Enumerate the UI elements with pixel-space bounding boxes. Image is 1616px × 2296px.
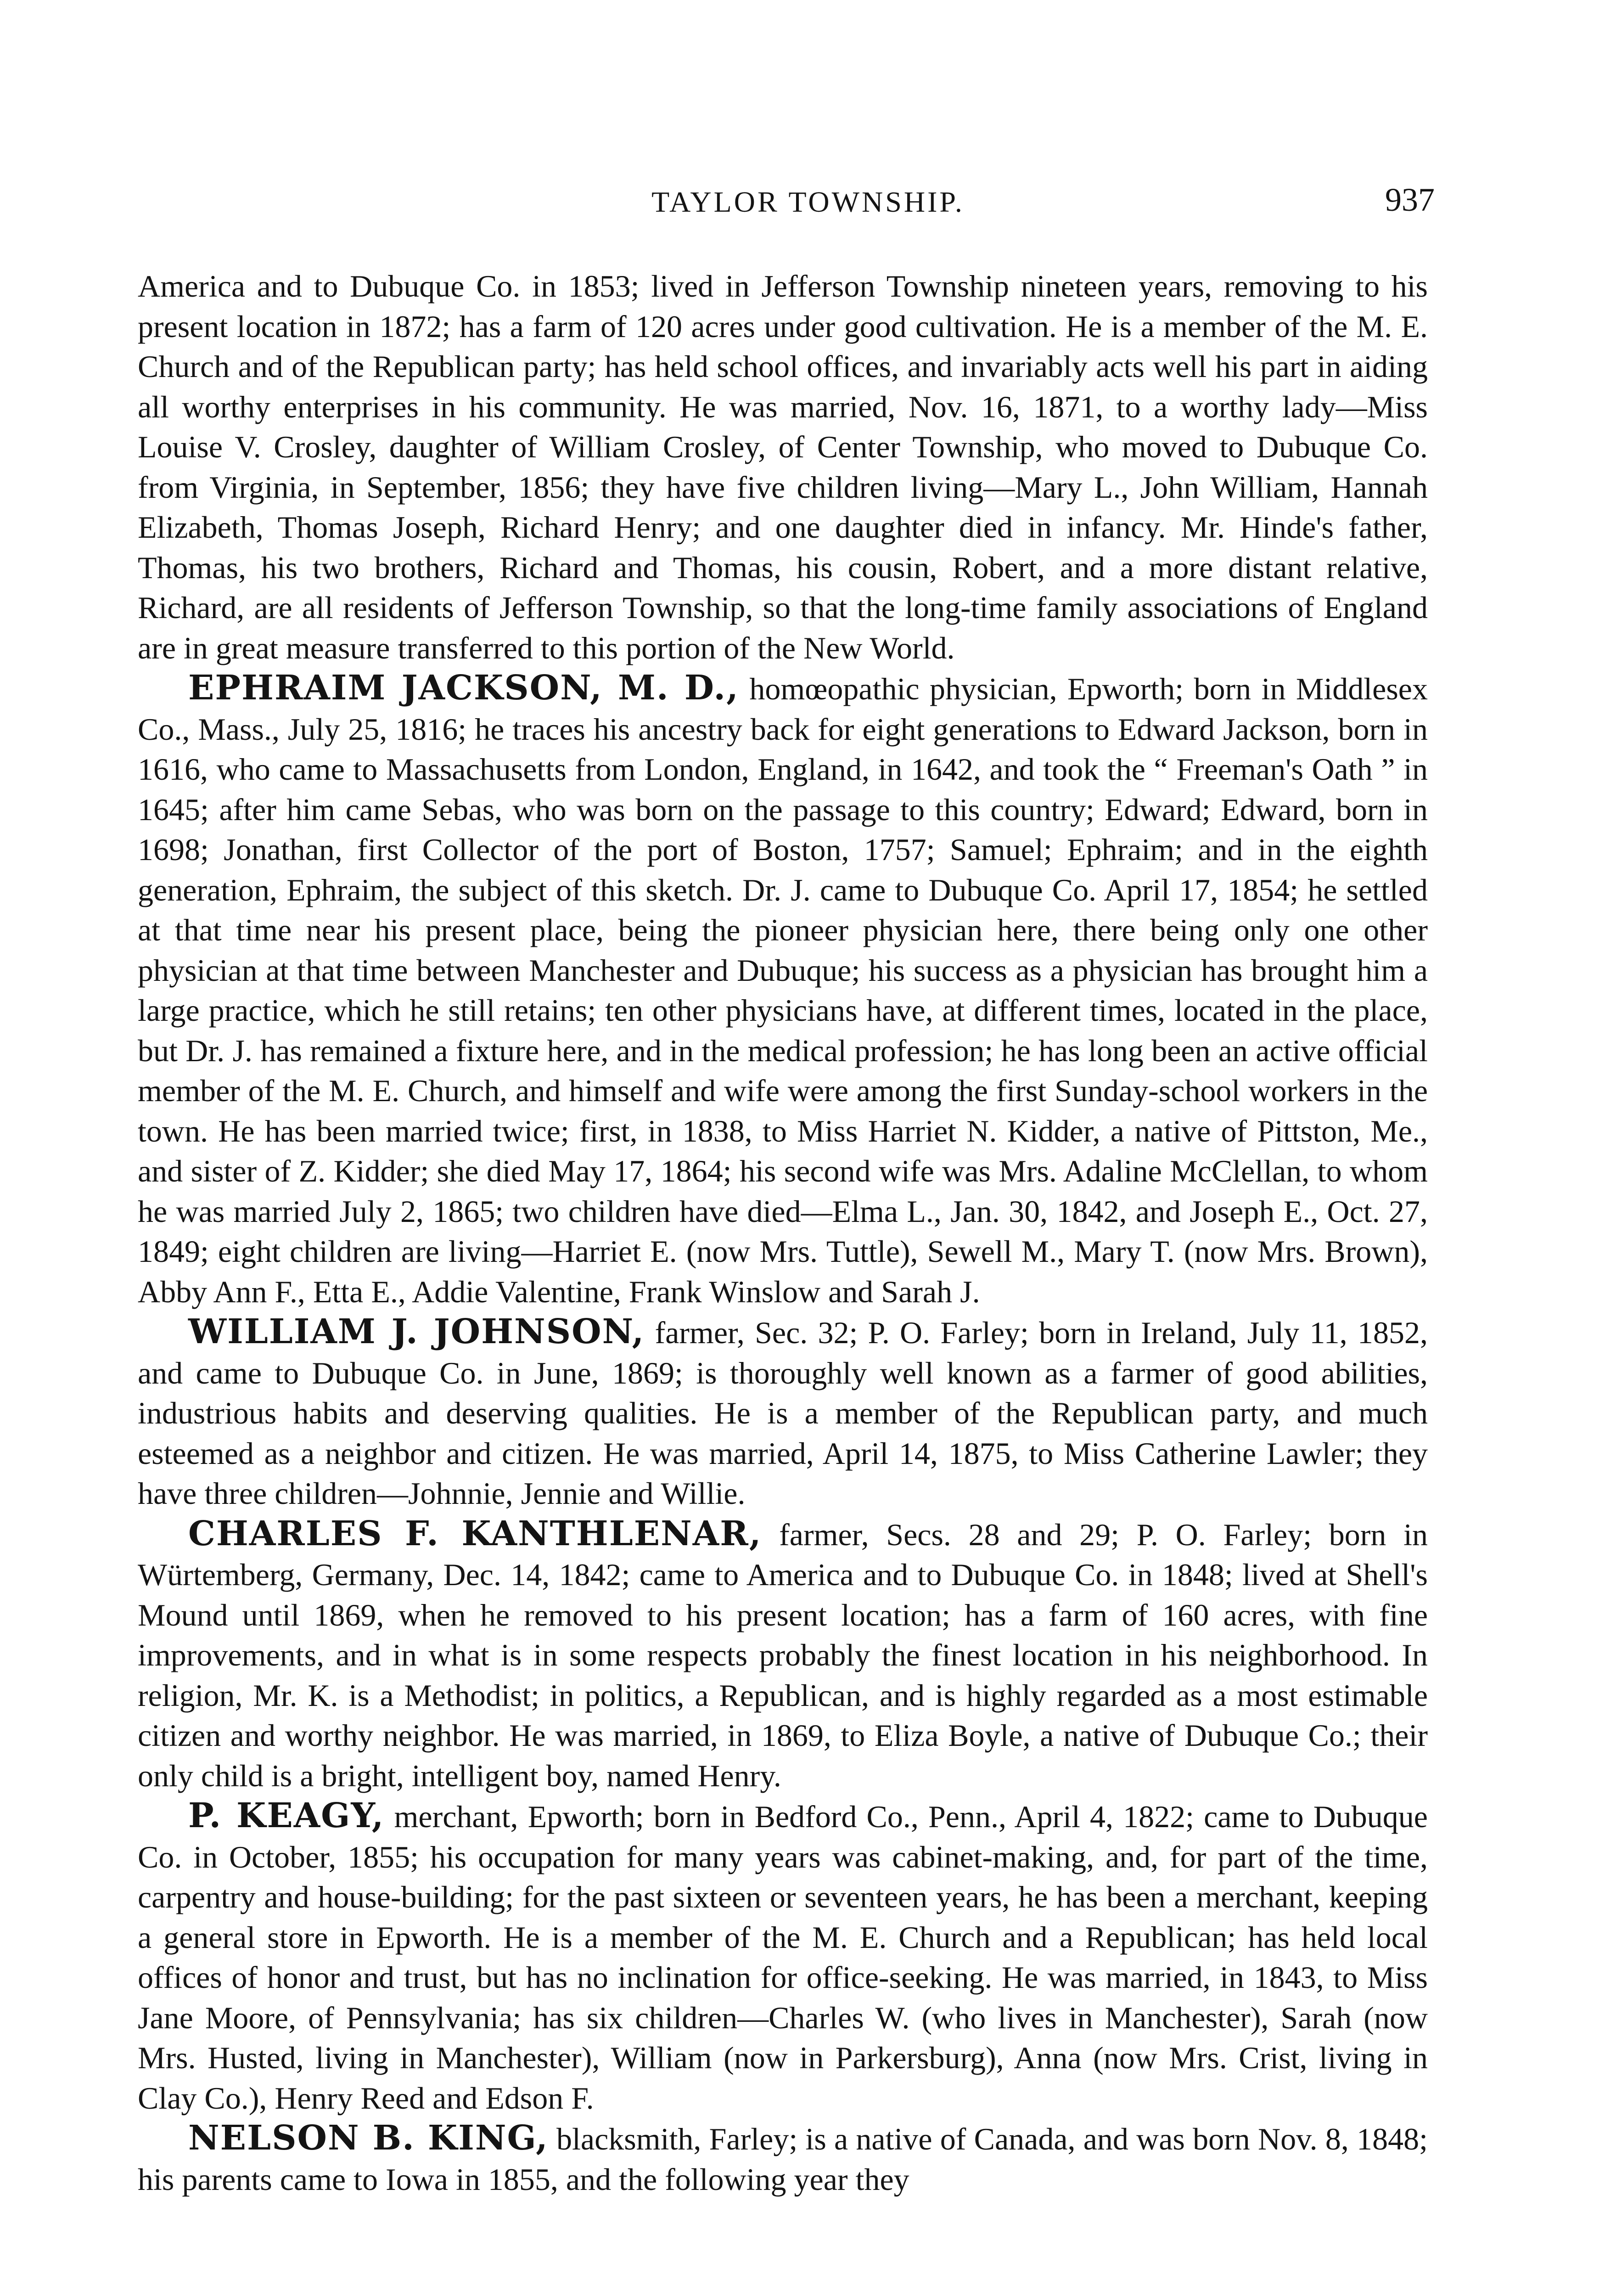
biography-entry-keagy [138,1796,1428,2118]
entry-name: EPHRAIM JACKSON, M. D., [188,668,739,708]
biography-entry-jackson [138,668,1428,1312]
entry-text: farmer, Secs. 28 and 29; P. O. Farley; born in Würtemberg, Germany, Dec. 14, 1842; came to America and to Dubuque Co. in 1848; lived at Shell's Mound until 1869, when he removed to his present location; has a farm of 160 acres, with fine improvements, and in what is in some respects probably the finest location in his neighborhood. In religion, Mr. K. is a Methodist; in politics, a Republican, and is highly regarded as a most estimable citizen and worthy neighbor. He was married, in 1869, to Eliza Boyle, a native of Dubuque Co.; their only child is a bright, intelligent boy, named Henry. [138,1517,1428,1793]
running-head: TAYLOR TOWNSHIP. [651,186,965,218]
continued-paragraph [138,266,1428,668]
entry-text: farmer, Sec. 32; P. O. Farley; born in Ireland, July 11, 1852, and came to Dubuque Co. in June, 1869; is thoroughly well known as a farmer of good abilities, industrious habits and deserving qualities. He is a member of the Republican party, and much esteemed as a neighbor and citizen. He was married, April 14, 1875, to Miss Catherine Lawler; they have three children—Johnnie, Jennie and Willie. [138,1315,1428,1511]
entry-text: blacksmith, Farley; is a native of Canada, and was born Nov. 8, 1848; his parents came to Iowa in 1855, and the following year they [138,2122,1428,2197]
biography-entry-kanthlenar [138,1514,1428,1796]
biography-entry-king [138,2118,1428,2200]
entry-name: P. KEAGY, [188,1796,385,1835]
page-number: 937 [1385,181,1435,218]
entry-text: homœopathic physician, Epworth; born in Middlesex Co., Mass., July 25, 1816; he traces his ancestry back for eight generations to Edward Jackson, born in 1616, who came to Massachusetts from London, England, in 1642, and took the “ Freeman's Oath ” in 1645; after him came Sebas, who was born on the passage to this country; Edward; Edward, born in 1698; Jonathan, first Collector of the port of Boston, 1757; Samuel; Ephraim; and in the eighth generation, Ephraim, the subject of this sketch. Dr. J. came to Dubuque Co. April 17, 1854; he settled at that time near his present place, being the pioneer physician here, there being only one other physician at that time between Manchester and Dubuque; his success as a physician has brought him a large practice, which he still retains; ten other physicians have, at different times, located in the place, but Dr. J. has remained a fixture here, and in the medical profession; he has long been an active official member of the M. E. Church, and himself and wife were among the first Sunday-school workers in the town. He has been married twice; first, in 1838, to Miss Harriet N. Kidder, a native of Pittston, Me., and sister of Z. Kidder; she died May 17, 1864; his second wife was Mrs. Adaline McClellan, to whom he was married July 2, 1865; two children have died—Elma L., Jan. 30, 1842, and Joseph E., Oct. 27, 1849; eight children are living—Harriet E. (now Mrs. Tuttle), Sewell M., Mary T. (now Mrs. Brown), Abby Ann F., Etta E., Addie Valentine, Frank Winslow and Sarah J. [138,671,1428,1309]
entry-name: NELSON B. KING, [188,2118,549,2158]
entry-name: CHARLES F. KANTHLENAR, [188,1514,762,1553]
entry-text: merchant, Epworth; born in Bedford Co., Penn., April 4, 1822; came to Dubuque Co. in October, 1855; his occupation for many years was cabinet-making, and, for part of the time, carpentry and house-building; for the past sixteen or seventeen years, he has been a merchant, keeping a general store in Epworth. He is a member of the M. E. Church and a Republican; has held local offices of honor and trust, but has no inclination for office-seeking. He was married, in 1843, to Miss Jane Moore, of Pennsylvania; has six children—Charles W. (who lives in Manchester), Sarah (now Mrs. Husted, living in Manchester), William (now in Parkersburg), Anna (now Mrs. Crist, living in Clay Co.), Henry Reed and Edson F. [138,1799,1428,2116]
text-body [138,266,1428,2200]
entry-name: WILLIAM J. JOHNSON, [188,1312,645,1351]
biography-entry-johnson [138,1312,1428,1514]
paragraph-text: America and to Dubuque Co. in 1853; lived in Jefferson Township nineteen years, removing to his present location in 1872; has a farm of 120 acres under good cultivation. He is a member of the M. E. Church and of the Republican party; has held school offices, and invariably acts well his part in aiding all worthy enterprises in his community. He was married, Nov. 16, 1871, to a worthy lady—Miss Louise V. Crosley, daughter of William Crosley, of Center Township, who moved to Dubuque Co. from Virginia, in September, 1856; they have five children living—Mary L., John William, Hannah Elizabeth, Thomas Joseph, Richard Henry; and one daughter died in infancy. Mr. Hinde's father, Thomas, his two brothers, Richard and Thomas, his cousin, Robert, and a more distant relative, Richard, are all residents of Jefferson Township, so that the long-time family associations of England are in great measure transferred to this portion of the New World. [138,269,1428,665]
